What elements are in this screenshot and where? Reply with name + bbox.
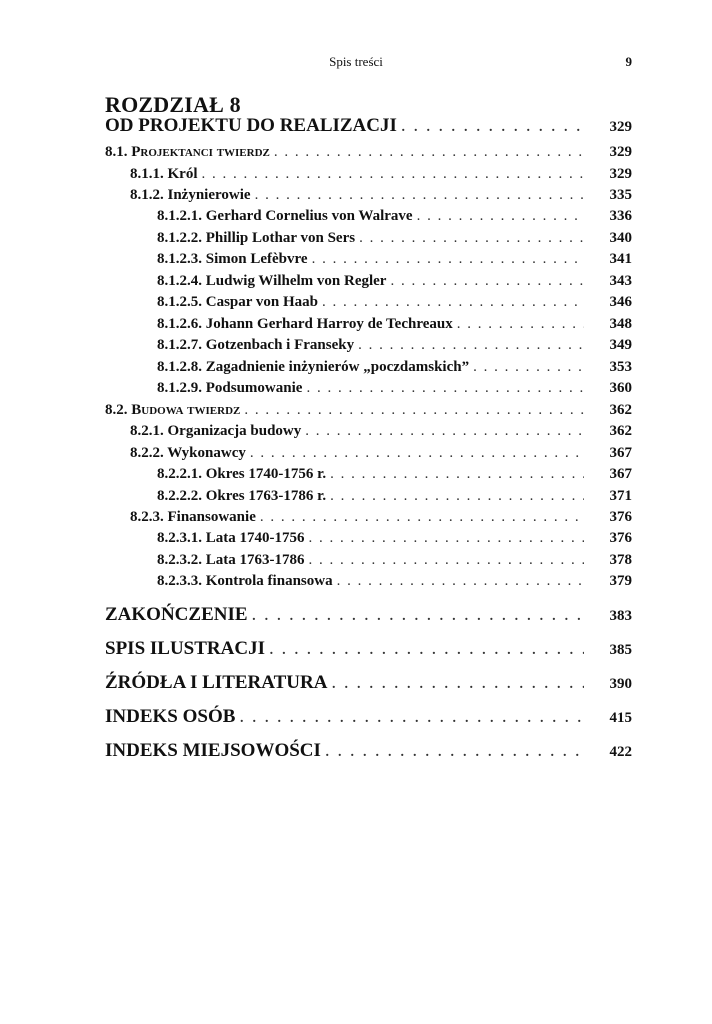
toc-entry[interactable] — [130, 187, 632, 208]
page-ref: 329 — [609, 119, 632, 135]
dot-leader — [260, 509, 584, 526]
running-header-title: Spis treści — [329, 54, 383, 69]
toc-entry[interactable] — [157, 466, 632, 487]
dot-leader — [325, 740, 584, 762]
toc-entry[interactable] — [157, 488, 632, 509]
section-number: 8.2. — [105, 402, 128, 418]
page-ref: 340 — [609, 230, 632, 246]
toc-entry-label: 8.2.3. Finansowanie — [130, 509, 256, 525]
toc-entry-label: 8.1.2. Inżynierowie — [130, 187, 251, 203]
dot-leader — [244, 402, 584, 419]
toc-entry[interactable] — [157, 230, 632, 251]
page-ref: 362 — [609, 402, 632, 418]
toc-entry-label: 8.2.3.3. Kontrola finansowa — [157, 573, 333, 589]
page-ref: 385 — [609, 642, 632, 658]
dot-leader — [306, 380, 584, 397]
dot-leader — [269, 638, 584, 660]
toc-entry-label: 8.2.2.2. Okres 1763-1786 r. — [157, 488, 327, 504]
toc-entry[interactable] — [157, 359, 632, 380]
toc-entry[interactable] — [157, 552, 632, 573]
toc-entry-label: 8.1.1. Król — [130, 166, 198, 182]
page-ref: 362 — [609, 423, 632, 439]
toc-entry[interactable] — [157, 273, 632, 294]
toc-entry[interactable] — [130, 423, 632, 444]
toc-entry-label: 8.1.2.1. Gerhard Cornelius von Walrave — [157, 208, 413, 224]
toc-chapter[interactable] — [105, 706, 632, 732]
dot-leader — [331, 672, 584, 694]
toc-entry-label: ŹRÓDŁA I LITERATURA — [105, 672, 328, 693]
dot-leader — [239, 706, 584, 728]
toc-entry-label: 8.1.2.7. Gotzenbach i Franseky — [157, 337, 355, 353]
dot-leader — [274, 144, 584, 161]
dot-leader — [202, 166, 585, 183]
page-ref: 360 — [609, 380, 632, 396]
page-ref: 336 — [609, 208, 632, 224]
page-ref: 329 — [609, 144, 632, 160]
dot-leader — [358, 337, 584, 354]
chapter-label: ROZDZIAŁ 8 — [105, 92, 241, 117]
toc-entry-label: 8.1.2.8. Zagadnienie inżynierów „poczdamskich” — [157, 359, 470, 375]
toc-entry-label: ZAKOŃCZENIE — [105, 604, 248, 625]
toc-entry-label: SPIS ILUSTRACJI — [105, 638, 265, 659]
dot-leader — [255, 187, 584, 204]
page-ref: 367 — [609, 466, 632, 482]
toc-entry[interactable] — [157, 380, 632, 401]
toc-entry-label: 8.2.2.1. Okres 1740-1756 r. — [157, 466, 327, 482]
page-ref: 335 — [609, 187, 632, 203]
dot-leader — [330, 466, 584, 483]
toc-entry-label: 8.1.2.4. Ludwig Wilhelm von Regler — [157, 273, 387, 289]
dot-leader — [457, 316, 584, 333]
dot-leader — [401, 115, 584, 137]
toc-entry-label: 8.1.2.3. Simon Lefèbvre — [157, 251, 308, 267]
toc-entry-label: 8.2.2. Wykonawcy — [130, 445, 246, 461]
page-number: 9 — [625, 54, 632, 69]
page-ref: 379 — [609, 573, 632, 589]
toc-entry-label: 8.2.3.2. Lata 1763-1786 — [157, 552, 305, 568]
page-ref: 376 — [609, 530, 632, 546]
toc-entry[interactable] — [130, 445, 632, 466]
page-ref: 349 — [609, 337, 632, 353]
toc-section[interactable] — [105, 402, 632, 423]
page-ref: 348 — [609, 316, 632, 332]
toc-entry[interactable] — [130, 166, 632, 187]
page-ref: 371 — [609, 488, 632, 504]
toc-chapter[interactable] — [105, 672, 632, 698]
toc-entry-label: 8.1.2.2. Phillip Lothar von Sers — [157, 230, 356, 246]
dot-leader — [390, 273, 584, 290]
dot-leader — [359, 230, 584, 247]
toc-entry[interactable] — [157, 294, 632, 315]
toc-entry[interactable] — [130, 509, 632, 530]
toc-chapter[interactable] — [105, 638, 632, 664]
dot-leader — [337, 573, 584, 590]
toc-entry[interactable] — [157, 530, 632, 551]
toc-entry-label — [105, 402, 240, 419]
page-ref: 390 — [609, 676, 632, 692]
page-ref: 378 — [609, 552, 632, 568]
section-title: Projektanci twierdz — [131, 144, 270, 160]
dot-leader — [252, 604, 584, 626]
page-ref: 367 — [609, 445, 632, 461]
dot-leader — [417, 208, 584, 225]
page-ref: 343 — [609, 273, 632, 289]
toc-entry-label: INDEKS MIEJSOWOŚCI — [105, 740, 321, 761]
section-number: 8.1. — [105, 144, 128, 160]
page-ref: 376 — [609, 509, 632, 525]
page-ref: 422 — [609, 744, 632, 760]
toc-entry-label: 8.1.2.6. Johann Gerhard Harroy de Techreaux — [157, 316, 453, 332]
dot-leader — [330, 488, 584, 505]
toc-entry[interactable] — [157, 573, 632, 594]
toc-entry[interactable] — [157, 337, 632, 358]
dot-leader — [322, 294, 584, 311]
chapter-title: OD PROJEKTU DO REALIZACJI — [105, 115, 397, 136]
toc-section[interactable] — [105, 144, 632, 165]
toc-entry[interactable] — [157, 316, 632, 337]
page-ref: 329 — [609, 166, 632, 182]
toc-entry-label — [105, 144, 270, 161]
toc-entry-label: INDEKS OSÓB — [105, 706, 236, 727]
toc-chapter-title[interactable] — [105, 115, 632, 141]
page-ref: 383 — [609, 608, 632, 624]
dot-leader — [312, 251, 584, 268]
toc-entry-label: 8.2.1. Organizacja budowy — [130, 423, 302, 439]
dot-leader — [250, 445, 584, 462]
section-title: Budowa twierdz — [131, 402, 241, 418]
dot-leader — [305, 423, 584, 440]
toc-entry-label: 8.2.3.1. Lata 1740-1756 — [157, 530, 305, 546]
dot-leader — [309, 530, 585, 547]
toc-entry-label: 8.1.2.5. Caspar von Haab — [157, 294, 319, 310]
page-ref: 346 — [609, 294, 632, 310]
toc-entry-label: 8.1.2.9. Podsumowanie — [157, 380, 303, 396]
dot-leader — [473, 359, 584, 376]
toc-entry[interactable] — [157, 251, 632, 272]
toc-chapter[interactable] — [105, 604, 632, 630]
page-ref: 341 — [609, 251, 632, 267]
running-header — [0, 54, 712, 70]
toc-chapter[interactable] — [105, 740, 632, 766]
page-ref: 415 — [609, 710, 632, 726]
dot-leader — [309, 552, 585, 569]
toc-entry[interactable] — [157, 208, 632, 229]
page-ref: 353 — [609, 359, 632, 375]
